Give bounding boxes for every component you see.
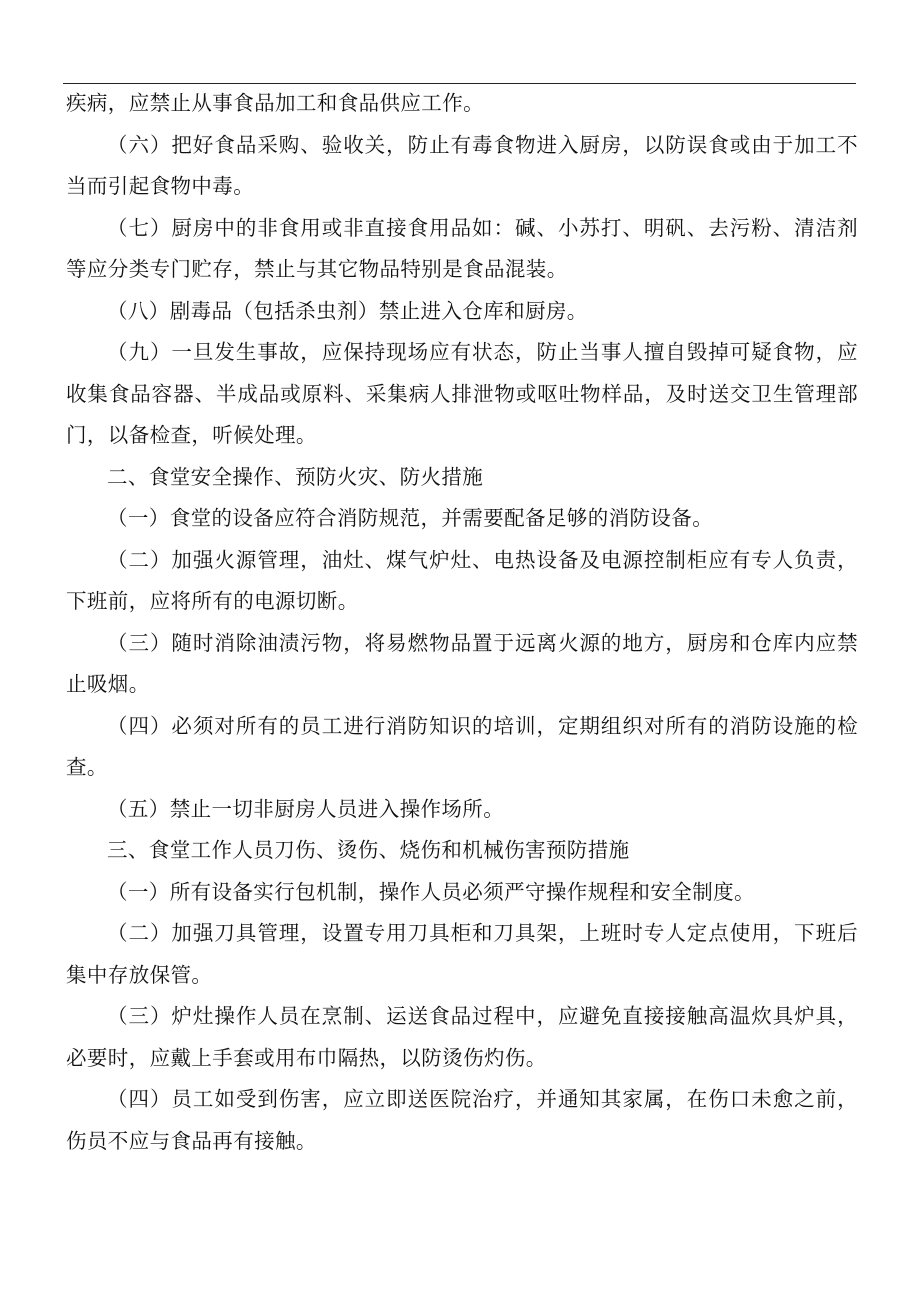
paragraph-item-6: （六）把好食品采购、验收关，防止有毒食物进入厨房，以防误食或由于加工不当而引起食物中毒。 [66, 132, 858, 198]
paragraph-item-8: （八）剧毒品（包括杀虫剂）禁止进入仓库和厨房。 [107, 298, 588, 323]
paragraph-s3-item-3: （三）炉灶操作人员在烹制、运送食品过程中，应避免直接接触高温炊具炉具，必要时，应戴上手套或用布巾隔热，以防烫伤灼伤。 [66, 1004, 858, 1070]
document-body [66, 83, 858, 1162]
paragraph-s2-item-2: （二）加强火源管理，油灶、煤气炉灶、电热设备及电源控制柜应有专人负责，下班前，应将所有的电源切断。 [66, 547, 858, 613]
section-heading-2: 二、食堂安全操作、预防火灾、防火措施 [107, 464, 484, 489]
paragraph-s2-item-3: （三）随时消除油渍污物，将易燃物品置于远离火源的地方，厨房和仓库内应禁止吸烟。 [66, 630, 858, 696]
paragraph-continuation: 疾病，应禁止从事食品加工和食品供应工作。 [66, 91, 484, 115]
paragraph-s2-item-4: （四）必须对所有的员工进行消防知识的培训，定期组织对所有的消防设施的检查。 [66, 713, 858, 779]
paragraph-s3-item-2: （二）加强刀具管理，设置专用刀具柜和刀具架，上班时专人定点使用，下班后集中存放保管。 [66, 921, 858, 987]
section-heading-3: 三、食堂工作人员刀伤、烫伤、烧伤和机械伤害预防措施 [107, 838, 630, 862]
paragraph-s3-item-1: （一）所有设备实行包机制，操作人员必须严守操作规程和安全制度。 [107, 879, 755, 904]
paragraph-item-7: （七）厨房中的非食用或非直接食用品如：碱、小苏打、明矾、去污粉、清洁剂等应分类专门贮存，禁止与其它物品特别是食品混装。 [66, 215, 858, 281]
paragraph-item-9: （九）一旦发生事故，应保持现场应有状态，防止当事人擅自毁掉可疑食物，应收集食品容器、半成品或原料、采集病人排泄物或呕吐物样品，及时送交卫生管理部门，以备检查，听候处理。 [66, 340, 858, 447]
paragraph-s3-item-4: （四）员工如受到伤害，应立即送医院治疗，并通知其家属，在伤口未愈之前，伤员不应与食品再有接触。 [66, 1087, 858, 1153]
paragraph-s2-item-1: （一）食堂的设备应符合消防规范，并需要配备足够的消防设备。 [107, 506, 714, 530]
paragraph-s2-item-5: （五）禁止一切非厨房人员进入操作场所。 [107, 796, 505, 821]
